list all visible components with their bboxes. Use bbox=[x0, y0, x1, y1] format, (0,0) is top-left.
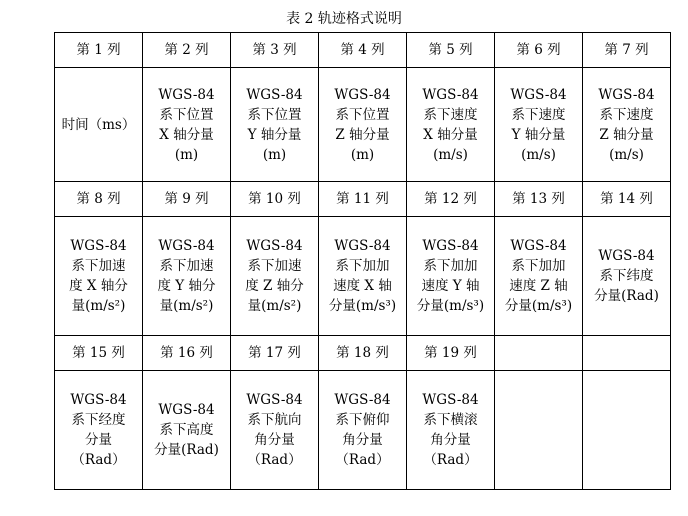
header-row bbox=[55, 182, 671, 217]
description-line: WGS-84 bbox=[70, 392, 127, 408]
description-line: 系下位置 bbox=[335, 106, 390, 123]
description-line: 系下经度 bbox=[71, 412, 126, 428]
header-row bbox=[55, 33, 671, 68]
description-line: WGS-84 bbox=[510, 86, 567, 103]
description-cell bbox=[319, 371, 407, 490]
column-header-cell: 第 3 列 bbox=[231, 33, 319, 68]
description-line: （Rad） bbox=[247, 452, 302, 468]
description-line: WGS-84 bbox=[246, 392, 303, 408]
description-line: 量(m/s²) bbox=[71, 298, 126, 314]
description-line: 系下俯仰 bbox=[335, 412, 390, 428]
description-line: 系下速度 bbox=[599, 106, 654, 123]
description-line: WGS-84 bbox=[422, 392, 479, 408]
description-line: Z 轴分量 bbox=[335, 126, 390, 143]
column-header-cell: 第 9 列 bbox=[143, 182, 231, 217]
description-line: WGS-84 bbox=[598, 248, 655, 264]
description-line: 系下位置 bbox=[247, 106, 302, 123]
description-line: 系下加速 bbox=[159, 258, 214, 274]
description-cell bbox=[143, 217, 231, 336]
description-cell bbox=[495, 217, 583, 336]
description-line: (m) bbox=[350, 146, 375, 163]
description-line: 系下加加 bbox=[511, 258, 566, 274]
description-line: （Rad） bbox=[71, 452, 126, 468]
description-line: Z 轴分量 bbox=[599, 126, 654, 143]
column-header-cell: 第 10 列 bbox=[231, 182, 319, 217]
description-row bbox=[55, 217, 671, 336]
description-line: 分量 bbox=[85, 432, 112, 448]
description-line: 分量(Rad) bbox=[594, 288, 659, 304]
description-line: (m) bbox=[174, 146, 199, 163]
description-line: 角分量 bbox=[254, 432, 295, 448]
description-cell bbox=[583, 217, 671, 336]
header-row bbox=[55, 336, 671, 371]
description-line: 角分量 bbox=[430, 432, 471, 448]
description-line: WGS-84 bbox=[334, 392, 391, 408]
description-line: WGS-84 bbox=[510, 238, 567, 254]
description-line: WGS-84 bbox=[598, 86, 655, 103]
description-line: 系下速度 bbox=[511, 106, 566, 123]
description-line: WGS-84 bbox=[246, 86, 303, 103]
description-line: 系下加速 bbox=[247, 258, 302, 274]
column-header-cell: 第 14 列 bbox=[583, 182, 671, 217]
description-cell bbox=[319, 217, 407, 336]
table-caption: 表 2 轨迹格式说明 bbox=[286, 11, 402, 27]
description-line: (m/s) bbox=[433, 146, 468, 163]
column-header-cell bbox=[495, 336, 583, 371]
description-cell bbox=[55, 217, 143, 336]
column-header-cell: 第 6 列 bbox=[495, 33, 583, 68]
description-cell bbox=[55, 68, 143, 182]
description-cell bbox=[143, 371, 231, 490]
trajectory-format-table bbox=[54, 32, 671, 490]
description-cell bbox=[407, 371, 495, 490]
description-line: X 轴分量 bbox=[159, 126, 214, 143]
description-line: 系下高度 bbox=[159, 422, 214, 438]
description-line: 系下加加 bbox=[335, 258, 390, 274]
description-line: 系下纬度 bbox=[599, 268, 654, 284]
description-line: 系下航向 bbox=[247, 412, 302, 428]
description-line: 度 Y 轴分 bbox=[157, 278, 216, 294]
column-header-cell bbox=[583, 336, 671, 371]
description-cell bbox=[231, 68, 319, 182]
description-line: 系下位置 bbox=[159, 106, 214, 123]
description-line: WGS-84 bbox=[334, 86, 391, 103]
description-line: Y 轴分量 bbox=[247, 126, 302, 143]
description-row bbox=[55, 371, 671, 490]
column-header-cell: 第 8 列 bbox=[55, 182, 143, 217]
description-row bbox=[55, 68, 671, 182]
description-line: 度 Z 轴分 bbox=[245, 278, 304, 294]
description-cell bbox=[583, 371, 671, 490]
description-line: WGS-84 bbox=[334, 238, 391, 254]
description-line: （Rad） bbox=[423, 452, 478, 468]
description-line: 系下加加 bbox=[423, 258, 478, 274]
description-line: 系下横滚 bbox=[423, 412, 478, 428]
description-line: (m/s) bbox=[521, 146, 556, 163]
description-line: WGS-84 bbox=[158, 402, 215, 418]
column-header-cell: 第 7 列 bbox=[583, 33, 671, 68]
description-line: 时间（ms） bbox=[61, 116, 136, 133]
description-cell bbox=[231, 371, 319, 490]
description-line: WGS-84 bbox=[422, 238, 479, 254]
description-line: WGS-84 bbox=[158, 238, 215, 254]
column-header-cell: 第 19 列 bbox=[407, 336, 495, 371]
description-cell bbox=[319, 68, 407, 182]
description-line: 速度 X 轴 bbox=[333, 278, 392, 294]
description-line: X 轴分量 bbox=[423, 126, 478, 143]
description-line: 速度 Y 轴 bbox=[421, 278, 480, 294]
column-header-cell: 第 2 列 bbox=[143, 33, 231, 68]
description-cell bbox=[495, 68, 583, 182]
description-cell bbox=[407, 68, 495, 182]
description-line: 分量(m/s³) bbox=[504, 298, 573, 314]
description-cell bbox=[495, 371, 583, 490]
column-header-cell: 第 17 列 bbox=[231, 336, 319, 371]
column-header-cell: 第 13 列 bbox=[495, 182, 583, 217]
description-line: 角分量 bbox=[342, 432, 383, 448]
description-line: 量(m/s²) bbox=[247, 298, 302, 314]
description-line: Y 轴分量 bbox=[511, 126, 566, 143]
description-line: 量(m/s²) bbox=[159, 298, 214, 314]
description-cell bbox=[55, 371, 143, 490]
description-line: 分量(Rad) bbox=[154, 442, 219, 458]
column-header-cell: 第 11 列 bbox=[319, 182, 407, 217]
column-header-cell: 第 12 列 bbox=[407, 182, 495, 217]
description-line: WGS-84 bbox=[70, 238, 127, 254]
description-line: 分量(m/s³) bbox=[328, 298, 397, 314]
description-line: (m/s) bbox=[609, 146, 644, 163]
description-cell bbox=[583, 68, 671, 182]
description-line: (m) bbox=[262, 146, 287, 163]
description-line: （Rad） bbox=[335, 452, 390, 468]
column-header-cell: 第 15 列 bbox=[55, 336, 143, 371]
description-line: WGS-84 bbox=[158, 86, 215, 103]
column-header-cell: 第 16 列 bbox=[143, 336, 231, 371]
description-line: WGS-84 bbox=[422, 86, 479, 103]
description-cell bbox=[143, 68, 231, 182]
column-header-cell: 第 4 列 bbox=[319, 33, 407, 68]
column-header-cell: 第 5 列 bbox=[407, 33, 495, 68]
description-line: 系下加速 bbox=[71, 258, 126, 274]
description-cell bbox=[231, 217, 319, 336]
column-header-cell: 第 1 列 bbox=[55, 33, 143, 68]
description-line: 速度 Z 轴 bbox=[509, 278, 568, 294]
description-line: WGS-84 bbox=[246, 238, 303, 254]
column-header-cell: 第 18 列 bbox=[319, 336, 407, 371]
description-cell bbox=[407, 217, 495, 336]
description-line: 度 X 轴分 bbox=[69, 278, 128, 294]
description-line: 分量(m/s³) bbox=[416, 298, 485, 314]
description-line: 系下速度 bbox=[423, 106, 478, 123]
